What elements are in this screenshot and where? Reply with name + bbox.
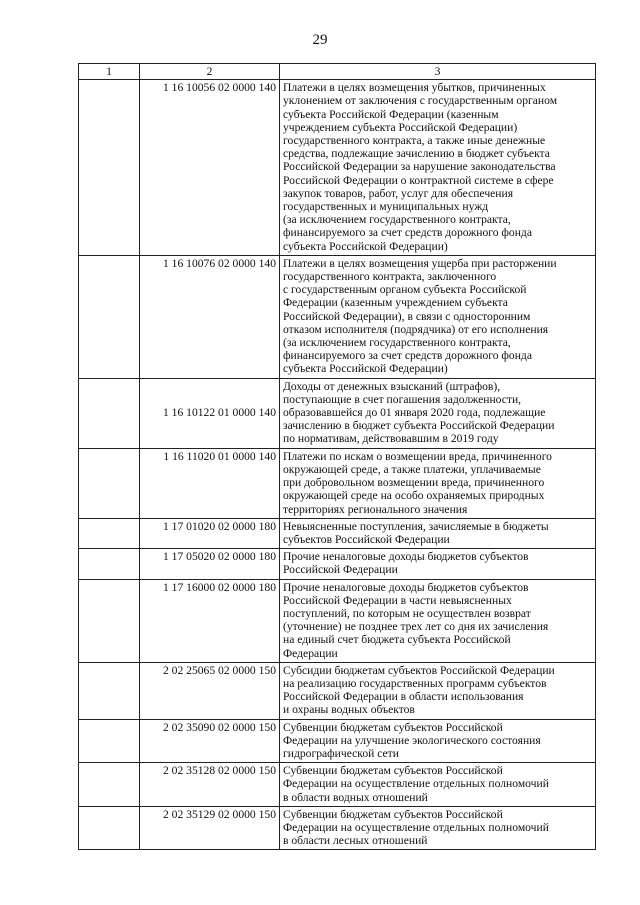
- budget-code-cell: 1 16 11020 01 0000 140: [140, 448, 280, 518]
- empty-cell: [79, 806, 140, 850]
- table-row: [79, 763, 596, 807]
- description-line: Платежи в целях возмещения убытков, причиненных: [283, 81, 546, 95]
- description-line: Прочие неналоговые доходы бюджетов субъектов: [283, 550, 529, 564]
- description-line: учреждением субъекта Российской Федерации): [283, 120, 518, 134]
- description-line: отказом исполнителя (подрядчика) от его исполнения: [283, 322, 549, 336]
- description-line: субъекта Российской Федерации): [283, 239, 448, 253]
- description-line: в области водных отношений: [283, 790, 428, 804]
- budget-code-cell: 1 16 10056 02 0000 140: [140, 80, 280, 256]
- description-cell: [280, 80, 596, 256]
- budget-code-cell: 1 16 10076 02 0000 140: [140, 255, 280, 378]
- description-line: финансируемого за счет средств дорожного фонда: [283, 226, 532, 240]
- description-cell: [280, 806, 596, 850]
- description-line: Федерации на осуществление отдельных полномочий: [283, 820, 549, 834]
- table-row: [79, 579, 596, 662]
- description-line: Доходы от денежных взысканий (штрафов),: [283, 379, 501, 393]
- description-line: окружающей среде, а также платежи, уплачиваемые: [283, 462, 541, 476]
- description-line: зачислению в бюджет субъекта Российской Федерации: [283, 419, 555, 433]
- description-line: закупок товаров, работ, услуг для обеспечения: [283, 186, 514, 200]
- description-line: (за исключением государственного контракта,: [283, 336, 511, 350]
- description-cell: [280, 255, 596, 378]
- table-row: [79, 662, 596, 719]
- description-line: государственного контракта, а также иные денежные: [283, 134, 546, 148]
- description-line: Невыясненные поступления, зачисляемые в бюджеты: [283, 519, 549, 533]
- page-number: 29: [312, 32, 328, 48]
- description-line: на реализацию государственных программ субъектов: [283, 676, 547, 690]
- description-line: территориях регионального значения: [283, 502, 468, 516]
- description-line: Российской Федерации о контрактной системе в сфере: [283, 173, 554, 187]
- description-line: Прочие неналоговые доходы бюджетов субъектов: [283, 580, 529, 594]
- description-line: Субсидии бюджетам субъектов Российской Федерации: [283, 663, 555, 677]
- empty-cell: [79, 518, 140, 548]
- table-row: [79, 549, 596, 579]
- description-line: Российской Федерации в части невыясненных: [283, 593, 512, 607]
- description-line: и охраны водных объектов: [283, 703, 415, 717]
- description-cell: [280, 763, 596, 807]
- description-line: субъектов Российской Федерации: [283, 532, 450, 546]
- description-line: Платежи в целях возмещения ущерба при расторжении: [283, 256, 557, 270]
- description-line: Российской Федерации в области использования: [283, 690, 524, 704]
- description-cell: [280, 662, 596, 719]
- description-line: средства, подлежащие зачислению в бюджет субъекта: [283, 147, 550, 161]
- revenue-classification-table: [78, 63, 596, 850]
- description-cell: [280, 549, 596, 579]
- description-line: Федерации на улучшение экологического состояния: [283, 733, 541, 747]
- empty-cell: [79, 763, 140, 807]
- description-line: Субвенции бюджетам субъектов Российской: [283, 764, 503, 778]
- budget-code-cell: 2 02 35128 02 0000 150: [140, 763, 280, 807]
- description-line: при добровольном возмещении вреда, причиненного: [283, 476, 545, 490]
- budget-code-cell: 1 17 05020 02 0000 180: [140, 549, 280, 579]
- table-row: [79, 518, 596, 548]
- table-row: [79, 806, 596, 850]
- description-line: финансируемого за счет средств дорожного фонда: [283, 349, 532, 363]
- table-row: [79, 255, 596, 378]
- column-header-3: 3: [280, 64, 596, 80]
- budget-code-cell: 1 16 10122 01 0000 140: [140, 378, 280, 448]
- empty-cell: [79, 448, 140, 518]
- description-line: образовавшейся до 01 января 2020 года, подлежащие: [283, 406, 546, 420]
- budget-code-cell: 2 02 35129 02 0000 150: [140, 806, 280, 850]
- empty-cell: [79, 549, 140, 579]
- description-line: по нормативам, действовавшим в 2019 году: [283, 432, 499, 446]
- description-line: государственного контракта, заключенного: [283, 270, 497, 284]
- description-line: Субвенции бюджетам субъектов Российской: [283, 807, 503, 821]
- table-row: [79, 80, 596, 256]
- description-line: поступающие в счет погашения задолженности,: [283, 392, 522, 406]
- description-cell: [280, 579, 596, 662]
- budget-code-cell: 2 02 35090 02 0000 150: [140, 719, 280, 763]
- description-line: Российской Федерации за нарушение законодательства: [283, 160, 556, 174]
- description-line: на единый счет бюджета субъекта Российской: [283, 633, 511, 647]
- table-body: [79, 80, 596, 850]
- budget-code-cell: 1 17 01020 02 0000 180: [140, 518, 280, 548]
- description-cell: [280, 518, 596, 548]
- empty-cell: [79, 378, 140, 448]
- description-line: Федерации на осуществление отдельных полномочий: [283, 777, 549, 791]
- description-line: государственных и муниципальных нужд: [283, 200, 489, 214]
- table-row: [79, 719, 596, 763]
- description-line: Федерации (казенным учреждением субъекта: [283, 296, 508, 310]
- description-cell: [280, 378, 596, 448]
- description-line: Российской Федерации), в связи с односторонним: [283, 309, 531, 323]
- empty-cell: [79, 579, 140, 662]
- description-line: окружающей среде на особо охраняемых природных: [283, 489, 545, 503]
- table-row: [79, 448, 596, 518]
- description-line: Федерации: [283, 646, 338, 660]
- description-line: Российской Федерации: [283, 563, 398, 577]
- description-line: Субвенции бюджетам субъектов Российской: [283, 720, 503, 734]
- description-cell: [280, 448, 596, 518]
- description-cell: [280, 719, 596, 763]
- empty-cell: [79, 80, 140, 256]
- description-line: гидрографической сети: [283, 746, 399, 760]
- empty-cell: [79, 719, 140, 763]
- empty-cell: [79, 255, 140, 378]
- table-row: [79, 378, 596, 448]
- description-line: (уточнение) не позднее трех лет со дня их зачисления: [283, 620, 549, 634]
- table-header-row: [79, 64, 596, 80]
- description-line: поступлений, по которым не осуществлен возврат: [283, 606, 531, 620]
- description-line: уклонением от заключения с государственным органом: [283, 94, 558, 108]
- description-line: Платежи по искам о возмещении вреда, причиненного: [283, 449, 552, 463]
- description-line: субъекта Российской Федерации): [283, 362, 448, 376]
- empty-cell: [79, 662, 140, 719]
- description-line: в области лесных отношений: [283, 834, 428, 848]
- description-line: субъекта Российской Федерации (казенным: [283, 107, 499, 121]
- column-header-1: 1: [79, 64, 140, 80]
- description-line: с государственным органом субъекта Российской: [283, 283, 527, 297]
- description-line: (за исключением государственного контракта,: [283, 213, 511, 227]
- budget-code-cell: 2 02 25065 02 0000 150: [140, 662, 280, 719]
- budget-code-cell: 1 17 16000 02 0000 180: [140, 579, 280, 662]
- column-header-2: 2: [140, 64, 280, 80]
